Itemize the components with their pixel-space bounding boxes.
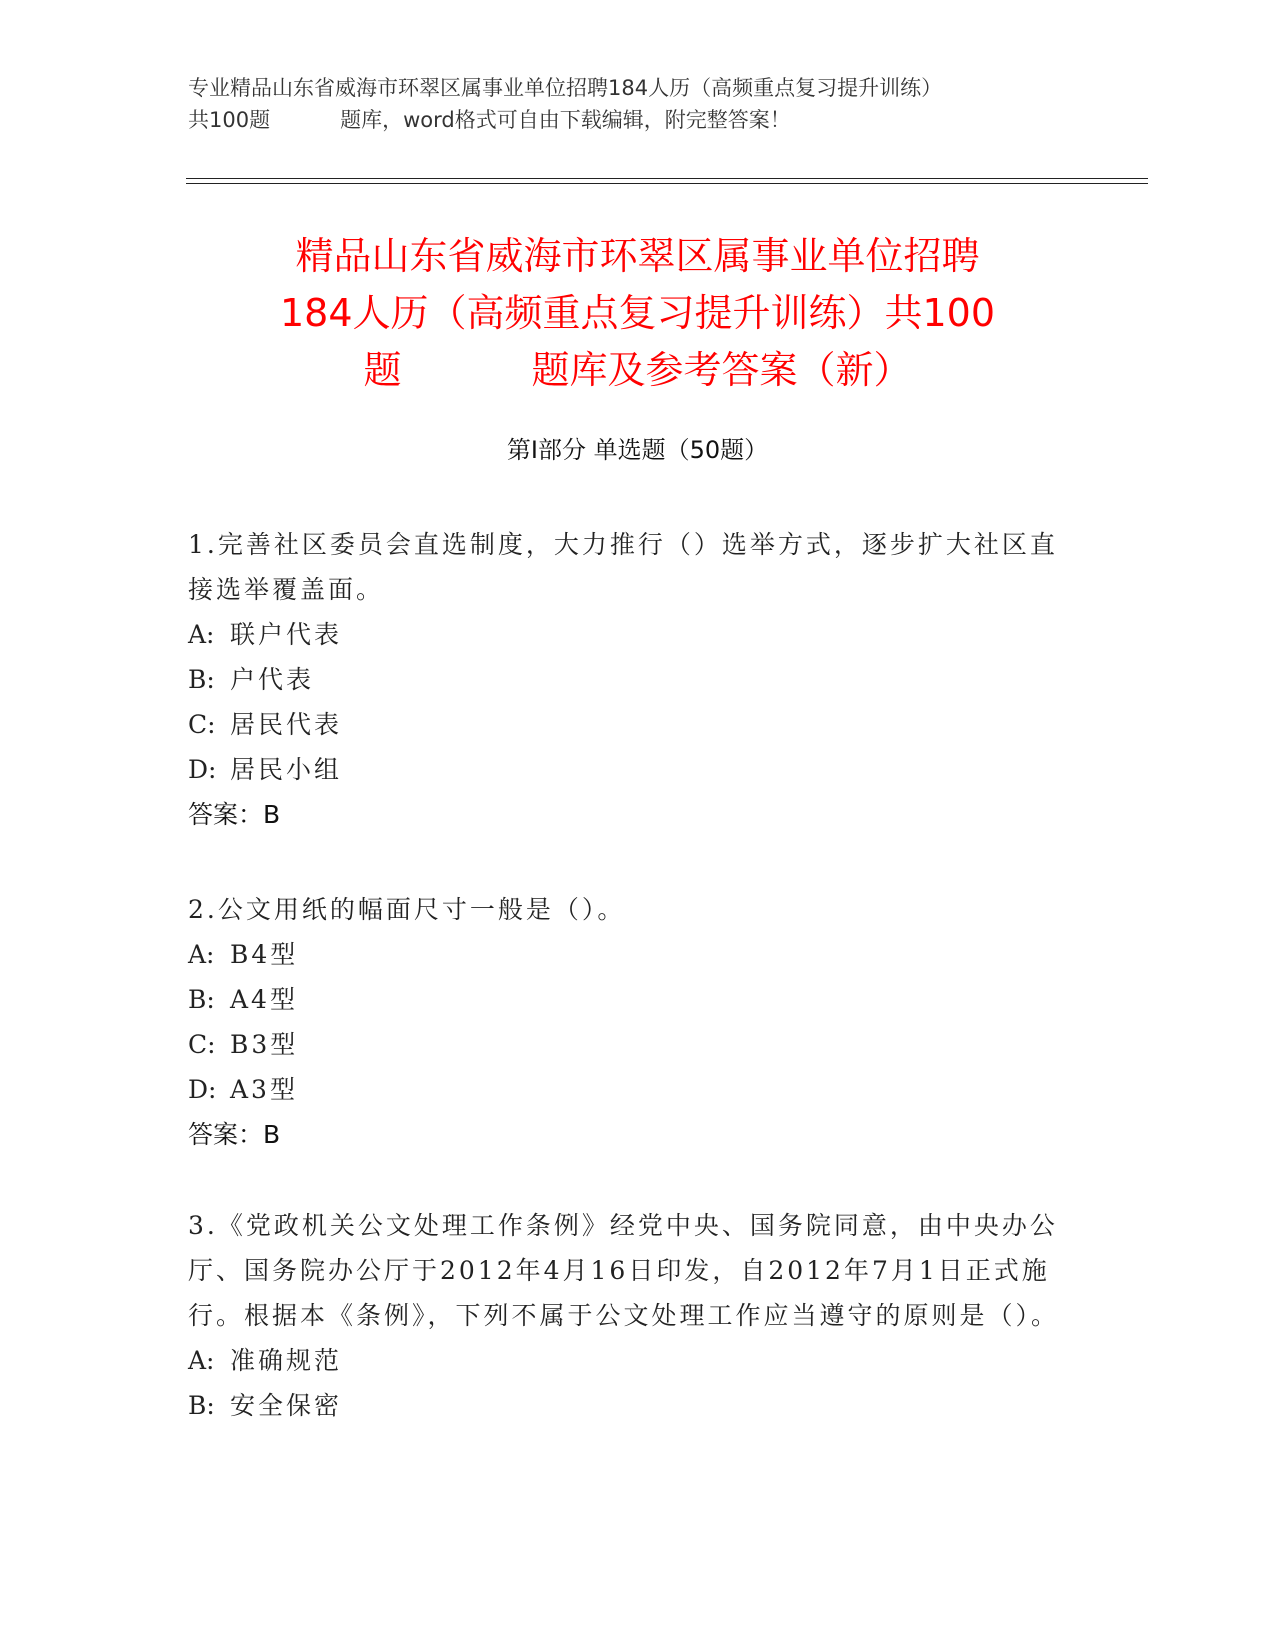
header-line-2 (188, 104, 1088, 136)
option-a (188, 1338, 1068, 1383)
question-block (188, 1203, 1068, 1428)
option-a (188, 932, 1068, 977)
option-text: 联户代表 (230, 620, 343, 649)
option-text: 居民代表 (230, 710, 343, 739)
option-text: 居民小组 (230, 755, 343, 784)
option-label: B: (188, 1391, 215, 1420)
title-line-1: 精品山东省威海市环翠区属事业单位招聘 (295, 234, 980, 278)
option-text: A4型 (230, 985, 298, 1014)
question-block (188, 887, 1068, 1157)
option-text: 户代表 (230, 665, 315, 694)
option-b (188, 1383, 1068, 1428)
title-line-2: 184人历（高频重点复习提升训练）共100 (279, 291, 996, 335)
option-d (188, 1067, 1068, 1112)
option-label: D: (188, 755, 217, 784)
option-label: A: (188, 1346, 215, 1375)
option-c (188, 1022, 1068, 1067)
header-divider-bottom (186, 183, 1148, 184)
header-divider-top (186, 178, 1148, 179)
option-text: B3型 (230, 1030, 299, 1059)
option-b (188, 657, 1068, 702)
answer-line: 答案：B (188, 1120, 281, 1149)
option-label: A: (188, 940, 215, 969)
option-text: A3型 (230, 1075, 298, 1104)
document-header (188, 72, 1088, 136)
option-label: A: (188, 620, 215, 649)
answer-line: 答案：B (188, 800, 281, 829)
title-line-3-start: 题 (363, 348, 402, 392)
header-line-2-end: 题库，word格式可自由下载编辑，附完整答案！ (340, 108, 791, 132)
document-title (150, 228, 1125, 399)
option-text: 准确规范 (230, 1346, 343, 1375)
question-block (188, 522, 1068, 837)
title-line-3 (150, 342, 1125, 399)
option-text: B4型 (230, 940, 299, 969)
section-heading: 第Ⅰ部分 单选题（50题） (506, 436, 769, 464)
option-label: C: (188, 1030, 216, 1059)
header-line-1: 专业精品山东省威海市环翠区属事业单位招聘184人历（高频重点复习提升训练） (188, 76, 943, 100)
option-c (188, 702, 1068, 747)
option-label: B: (188, 985, 215, 1014)
option-label: D: (188, 1075, 217, 1104)
question-stem: 1.完善社区委员会直选制度，大力推行（）选举方式，逐步扩大社区直接选举覆盖面。 (188, 530, 1058, 604)
option-d (188, 747, 1068, 792)
option-label: B: (188, 665, 215, 694)
option-text: 安全保密 (230, 1391, 343, 1420)
header-line-2-start: 共100题 (188, 108, 271, 132)
option-b (188, 977, 1068, 1022)
question-stem: 2.公文用纸的幅面尺寸一般是（）。 (188, 895, 626, 924)
question-stem: 3.《党政机关公文处理工作条例》经党中央、国务院同意，由中央办公厅、国务院办公厅于2012年4月16日印发，自2012年7月1日正式施行。根据本《条例》，下列不属于公文处理工作应当遵守的原则是（）。 (188, 1211, 1060, 1330)
title-line-3-end: 题库及参考答案（新） (531, 348, 912, 392)
option-a (188, 612, 1068, 657)
option-label: C: (188, 710, 216, 739)
